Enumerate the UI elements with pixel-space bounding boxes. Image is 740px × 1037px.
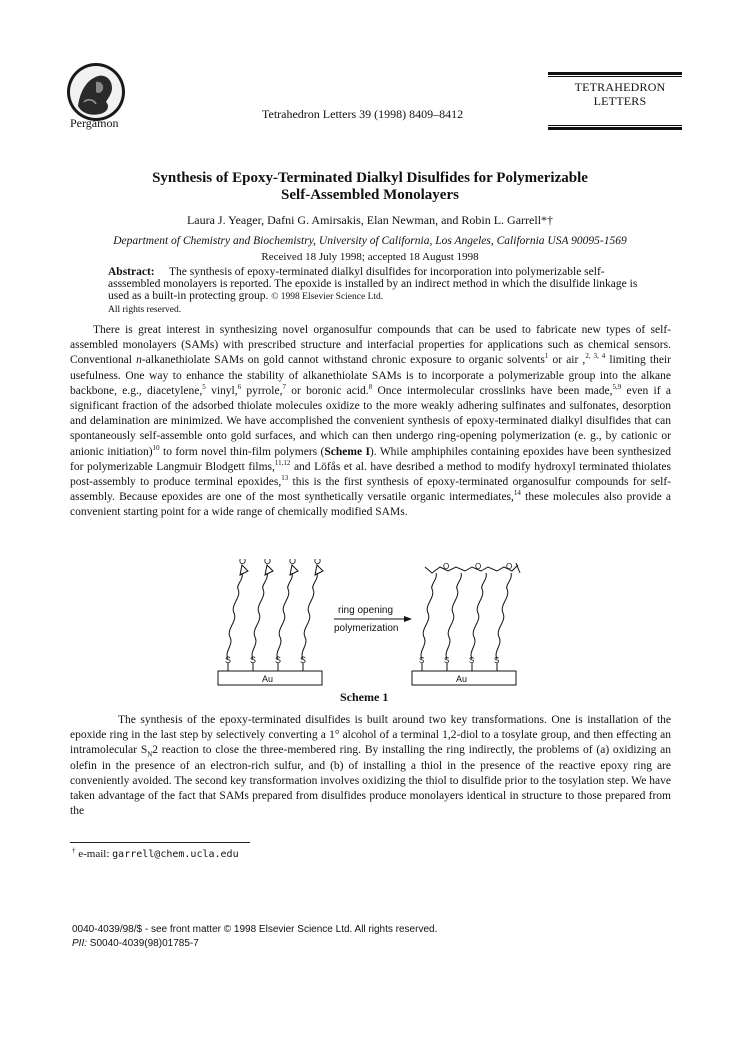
body-paragraph-1 bbox=[70, 323, 671, 521]
text-span: ). While amphiphiles containing epoxides have been synthesized for polymerizable Langmuir Blodgett films, bbox=[70, 445, 671, 473]
citation-ref: 14 bbox=[513, 489, 521, 498]
affiliation: Department of Chemistry and Biochemistry, University of California, Los Angeles, California USA 90095-1569 bbox=[113, 235, 627, 247]
journal-name bbox=[568, 80, 672, 108]
text-span: these molecules also provide a convenient starting point for a wide range of chemically modified SAMs. bbox=[70, 491, 671, 519]
pii-line bbox=[72, 938, 199, 949]
text-span: and Löfås et al. have desribed a method to modify hydroxyl terminated thiolates post-assembly to produce terminal epoxides, bbox=[70, 460, 671, 489]
arrow-label-bottom: polymerization bbox=[334, 623, 399, 634]
email-label: e-mail: bbox=[75, 848, 113, 860]
header-rule-bottom bbox=[548, 127, 682, 130]
text-span: this is the first synthesis of epoxy-terminated organosulfur compounds for self-assembly. Because epoxides are one of the most synthetically versatile organic intermediates, bbox=[70, 476, 672, 504]
text-span: vinyl, bbox=[205, 384, 238, 397]
abstract-text: The synthesis of epoxy-terminated dialkyl disulfides for incorporation into polymerizable self-asssembled monolayers is reported. The epoxide is installed by an indirect method in which the disulfide linkage is used as a built-in protecting group. bbox=[108, 266, 638, 302]
email-address[interactable]: garrell@chem.ucla.edu bbox=[112, 849, 239, 860]
footnote-rule bbox=[70, 842, 250, 843]
text-span: -alkanethiolate SAMs on gold cannot withstand chronic exposure to organic solvents bbox=[141, 354, 545, 367]
scheme-figure bbox=[210, 559, 530, 691]
citation-ref: 5 bbox=[202, 382, 206, 391]
abstract-copyright: © 1998 Elsevier Science Ltd. bbox=[271, 292, 384, 302]
text-span: The synthesis of the epoxy-terminated disulfides is built around two key transformations. One is installation of the epoxide ring in the last step by selectively converting a 1° alcohol of a terminal 1,2-diol to a tosylate group, and then effecting an intramolecular S bbox=[70, 714, 671, 757]
footnote bbox=[72, 848, 239, 860]
issn-line: 0040-4039/98/$ - see front matter © 1998 Elsevier Science Ltd. All rights reserved. bbox=[72, 924, 438, 935]
article-title bbox=[70, 170, 670, 204]
citation-ref: 2, 3, 4 bbox=[585, 352, 606, 361]
gold-substrate-label: Au bbox=[456, 674, 468, 684]
italic-n: n bbox=[136, 354, 142, 367]
text-span: limiting their usefulness. One way to enhance the stability of alkanethiolate SAMs is to incorporate a polymerizable group into the alkane backbone, e.g., diacetylene, bbox=[70, 354, 671, 397]
pergamon-logo bbox=[66, 62, 126, 122]
gold-substrate-label: Au bbox=[262, 674, 274, 684]
header-rule-bottom-thin bbox=[548, 125, 682, 126]
sulfur-label: S bbox=[469, 656, 475, 665]
title-line-1: Synthesis of Epoxy-Terminated Dialkyl Disulfides for Polymerizable bbox=[152, 170, 588, 186]
oxygen-label: O bbox=[289, 559, 297, 566]
text-span: pyrrole, bbox=[241, 384, 283, 397]
citation-ref: 5,9 bbox=[612, 382, 622, 391]
abstract-rights: All rights reserved. bbox=[108, 305, 182, 315]
citation-ref: 8 bbox=[368, 382, 373, 391]
scheme-caption: Scheme 1 bbox=[340, 690, 389, 704]
title-line-2: Self-Assembled Monolayers bbox=[281, 187, 459, 203]
text-span: even if a significant fraction of the adsorbed thiolate molecules oxidize to the more weakly adhering sulfinates and sulfonates, desorption and delamination are minimized. We have accomplished the convenient synthesis of epoxy-terminated dialkyl disulfides that can spontaneously self-assemble onto gold surfaces, and which can then undergo ring-opening polymerization (e. g., by cationic or anionic initiation) bbox=[70, 384, 671, 458]
text-span: Once intermolecular crosslinks have been made, bbox=[372, 384, 613, 397]
publisher-name: Pergamon bbox=[70, 116, 119, 130]
subscript-n: N bbox=[147, 750, 153, 759]
text-span: to form novel thin-film polymers ( bbox=[159, 445, 325, 458]
oxygen-label: O bbox=[239, 559, 247, 566]
header-rule-top bbox=[548, 72, 682, 75]
pii-label: PII: bbox=[72, 938, 88, 949]
text-span: 2 reaction to close the three-membered ring. By installing the ring indirectly, the problems of (a) oxidizing an olefin in the presence of an electron-rich sulfur, and (b) of installing a thiol in the presence of the reactive epoxy ring are conveniently avoided. The second key transformation involves oxidizing the thiol to disulfide prior to the tosylation step. We have taken advantage of the fact that SAMs prepared from disulfides produce monolayers identical in structure to those prepared from the bbox=[70, 744, 671, 818]
sulfur-label: S bbox=[275, 655, 282, 665]
oxygen-label: O bbox=[443, 562, 450, 571]
citation-ref: 13 bbox=[281, 474, 289, 483]
text-span: There is great interest in synthesizing novel organosulfur compounds that can be used to fabricate new types of self-assembled monolayers (SAMs) with prescribed structure and interfacial properties for applications such as chemical sensors. Conventional bbox=[70, 324, 671, 367]
sulfur-label: S bbox=[225, 655, 232, 665]
left-labels bbox=[225, 559, 321, 684]
abstract-label: Abstract: bbox=[108, 266, 155, 278]
sulfur-label: S bbox=[419, 656, 425, 665]
monolayer-before bbox=[218, 565, 323, 685]
journal-citation: Tetrahedron Letters 39 (1998) 8409–8412 bbox=[262, 107, 464, 121]
arrow-label-top: ring opening bbox=[338, 605, 394, 616]
citation-ref: 10 bbox=[152, 443, 160, 452]
reaction-arrow bbox=[334, 605, 412, 634]
text-span: or air , bbox=[548, 354, 586, 367]
right-labels bbox=[419, 562, 512, 684]
abstract bbox=[108, 266, 654, 316]
citation-ref: 11,12 bbox=[274, 459, 291, 467]
author-list: Laura J. Yeager, Dafni G. Amirsakis, Elan Newman, and Robin L. Garrell*† bbox=[186, 213, 554, 227]
citation-ref: 1 bbox=[544, 352, 549, 361]
body-paragraph-2 bbox=[70, 713, 671, 819]
sulfur-label: S bbox=[494, 656, 500, 665]
monolayer-after bbox=[412, 563, 520, 685]
text-span: or boronic acid. bbox=[285, 384, 369, 397]
oxygen-label: O bbox=[264, 559, 272, 566]
oxygen-label: O bbox=[314, 559, 322, 566]
sulfur-label: S bbox=[250, 655, 257, 665]
oxygen-label: O bbox=[475, 562, 482, 571]
sulfur-label: S bbox=[300, 655, 307, 665]
sulfur-label: S bbox=[444, 656, 450, 665]
oxygen-label: O bbox=[506, 562, 513, 571]
header-rule-top-thin bbox=[548, 76, 682, 77]
journal-name-line2: LETTERS bbox=[593, 94, 647, 108]
dagger-mark: † bbox=[72, 846, 76, 855]
received-dates: Received 18 July 1998; accepted 18 August 1998 bbox=[261, 251, 479, 263]
citation-ref: 7 bbox=[282, 382, 286, 391]
pii-value: S0040-4039(98)01785-7 bbox=[87, 938, 199, 949]
scheme-reference: Scheme I bbox=[324, 445, 370, 458]
citation-ref: 6 bbox=[237, 382, 242, 391]
journal-name-line1: TETRAHEDRON bbox=[574, 80, 666, 94]
